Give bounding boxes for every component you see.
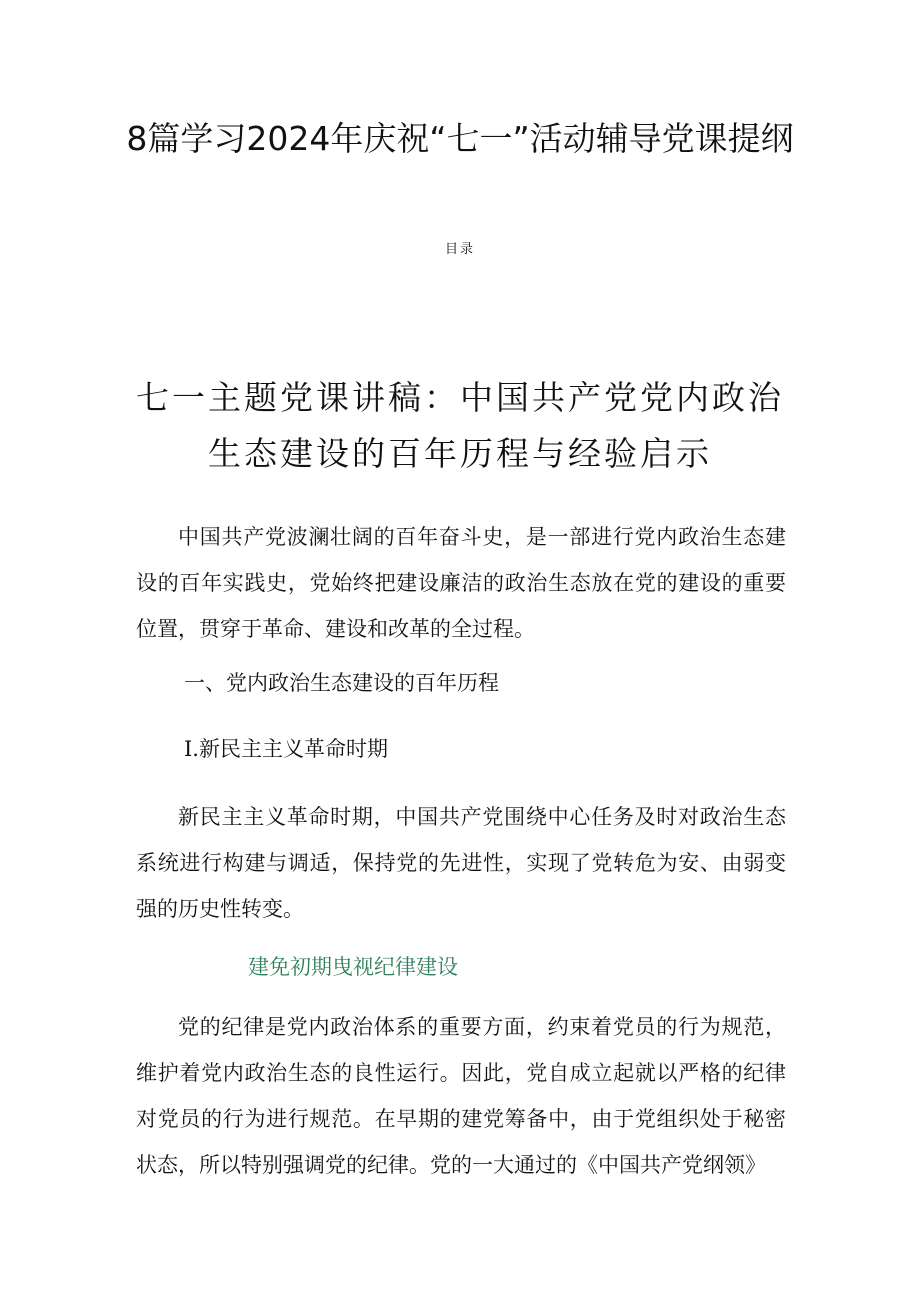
toc-label: 目录 (444, 242, 475, 257)
heading-level-1: 一、党内政治生态建设的百年历程 (184, 671, 499, 695)
section-title: 七一主题党课讲稿：中国共产党党内政治生态建设的百年历程与经验启示 (136, 378, 784, 473)
discipline-paragraph: 党的纪律是党内政治体系的重要方面，约束着党员的行为规范，维护着党内政治生态的良性运行。因此，党自成立起就以严格的纪律对党员的行为进行规范。在早期的建党筹备中，由于党组织处于秘密状态，所以特别强调党的纪律。党的一大通过的《中国共产党纲领》 (136, 1015, 786, 1177)
subheading: 建免初期曳视纪律建设 (248, 955, 458, 979)
heading-level-2: I.新民主主义革命时期 (184, 737, 388, 761)
intro-paragraph: 中国共产党波澜壮阔的百年奋斗史，是一部进行党内政治生态建设的百年实践史，党始终把建设廉洁的政治生态放在党的建设的重要位置，贯穿于革命、建设和改革的全过程。 (136, 525, 786, 641)
document-title: 8篇学习2024年庆祝“七一”活动辅导党课提纲 (126, 119, 794, 158)
period-paragraph: 新民主主义革命时期，中国共产党围绕中心任务及时对政治生态系统进行构建与调适，保持党的先进性，实现了党转危为安、由弱变强的历史性转变。 (136, 805, 786, 921)
